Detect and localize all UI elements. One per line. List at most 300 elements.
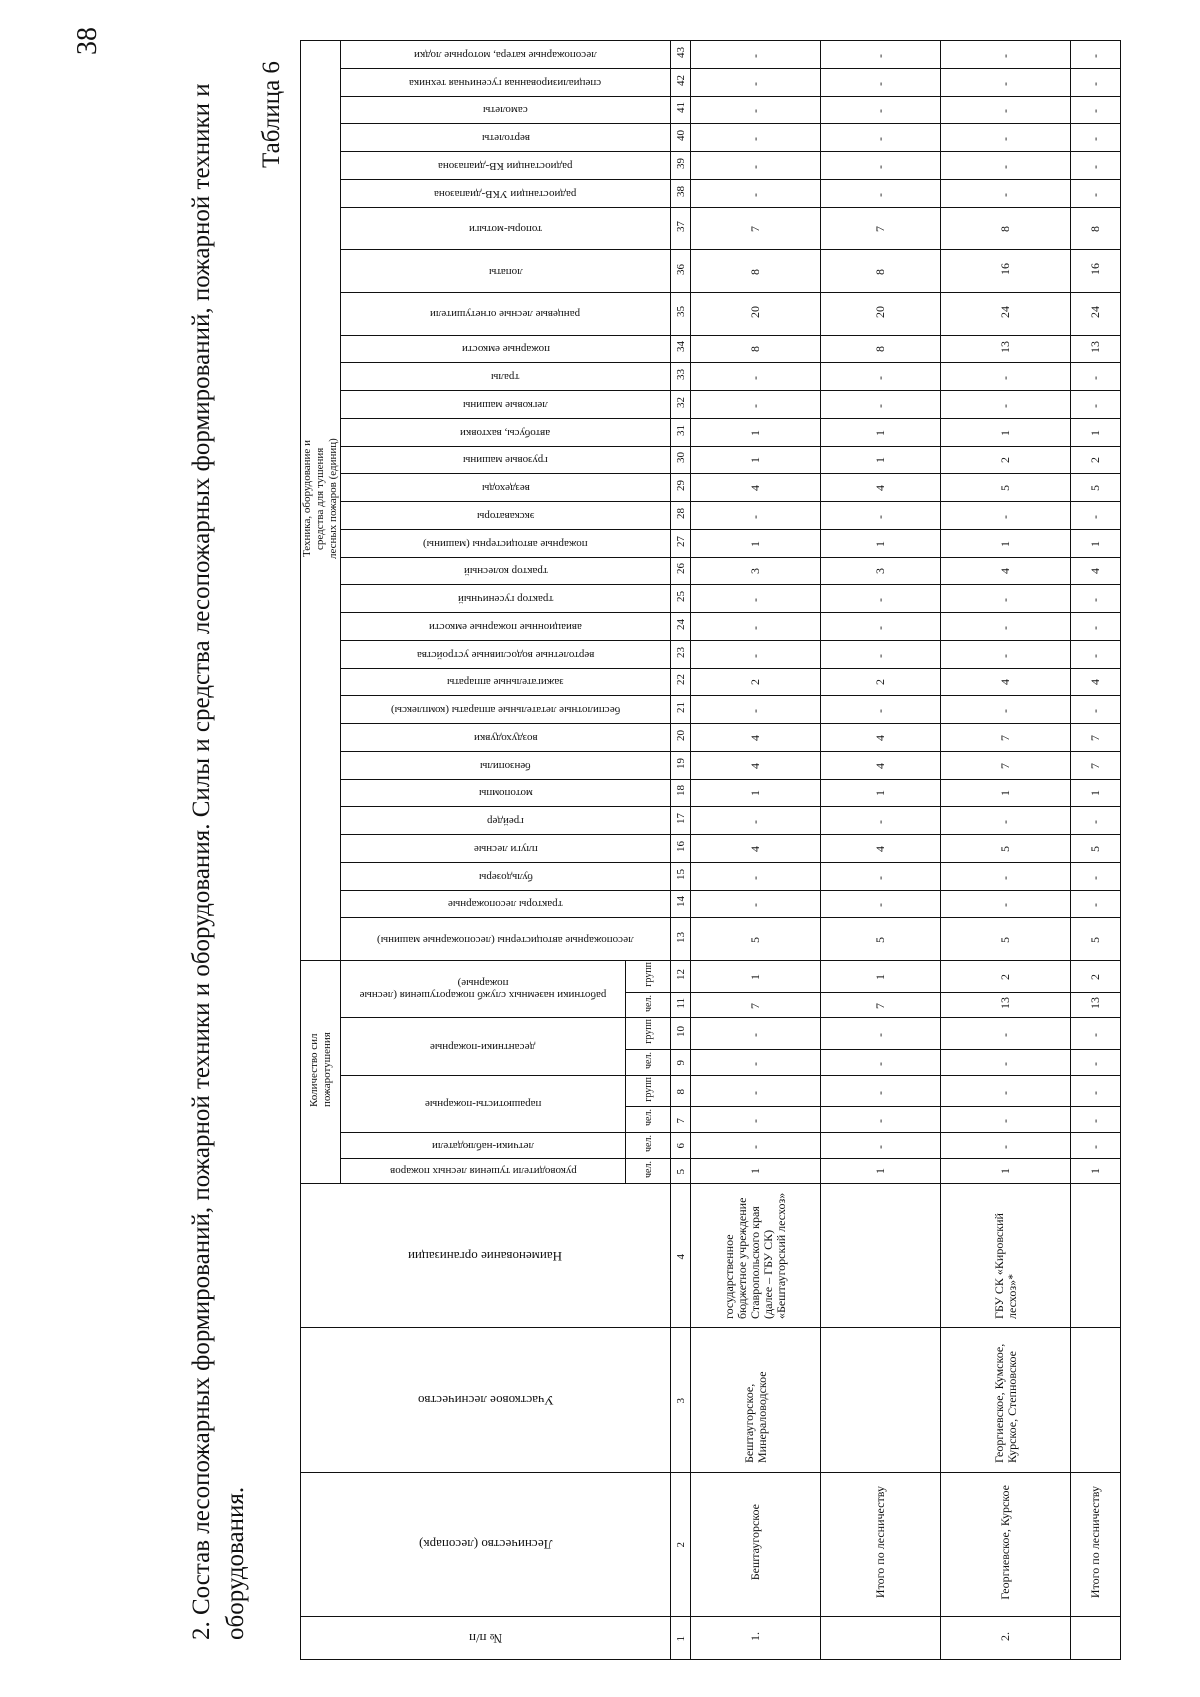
cell-value: - — [998, 192, 1012, 197]
cell-value: 4 — [1088, 679, 1102, 686]
row-forestry: Итого по лесничеству — [1088, 1486, 1102, 1599]
column-number: 31 — [674, 424, 687, 436]
table-column-13 — [301, 918, 1121, 961]
row-forestry: Итого по лесничеству — [873, 1486, 887, 1599]
cell-value: 4 — [748, 485, 762, 492]
column-number: 28 — [674, 507, 687, 519]
table-column-17 — [301, 807, 1121, 835]
equipment-header-43: лесопожарные катера, моторные лодки — [414, 48, 597, 61]
cell-value: 7 — [1088, 734, 1102, 741]
cell-value: - — [748, 625, 762, 630]
unit-label: групп — [642, 1076, 654, 1102]
cell-value: - — [873, 903, 887, 908]
cell-value: 1 — [748, 973, 762, 980]
equipment-header-27: пожарные автоцистерны (машины) — [423, 537, 588, 550]
equipment-header-42: специализированная гусеничная техника — [409, 76, 602, 89]
column-number: 11 — [674, 997, 687, 1009]
equipment-header-36: лопаты — [488, 265, 523, 278]
cell-value: 7 — [873, 1002, 887, 1009]
cell-value: - — [1088, 164, 1102, 169]
cell-value: 1 — [1088, 540, 1102, 547]
cell-value: 5 — [1088, 485, 1102, 492]
header-org: Наименование организации — [408, 1248, 563, 1264]
cell-value: 3 — [873, 568, 887, 575]
cell-value: - — [998, 53, 1012, 58]
cell-value: 8 — [748, 346, 762, 353]
cell-value: - — [998, 1119, 1012, 1124]
table-column-23 — [301, 640, 1121, 668]
equipment-header-32: легковые машины — [463, 398, 548, 411]
cell-value: 5 — [998, 845, 1012, 852]
cell-value: - — [873, 1119, 887, 1124]
table-column-42 — [301, 68, 1121, 96]
table-column-16 — [301, 835, 1121, 863]
cell-value: 1 — [873, 429, 887, 436]
cell-value: 4 — [873, 845, 887, 852]
unit-label: групп — [642, 962, 654, 987]
column-number: 22 — [674, 674, 687, 686]
column-number: 19 — [674, 757, 687, 769]
header-forestry: Лесничество (лесопарк) — [418, 1537, 553, 1553]
column-number: 42 — [674, 74, 687, 86]
equipment-header-35: ранцевые лесные огнетушители — [430, 308, 581, 321]
equipment-header-34: пожарные емкости — [461, 343, 550, 356]
table-label-visual — [258, 61, 286, 168]
cell-value: 8 — [873, 268, 887, 275]
cell-value: 2 — [873, 679, 887, 686]
table-column-43 — [301, 41, 1121, 69]
table-column-5 — [301, 1158, 1121, 1184]
row-org: государственное бюджетное учреждение Ставропольского края (далее – ГБУ СК) «Бештаугорский лесхоз» — [722, 1192, 788, 1319]
table-column-21 — [301, 696, 1121, 724]
cell-value: - — [748, 403, 762, 408]
cell-value: - — [1088, 598, 1102, 603]
equipment-header-21: беспилотные летательные аппараты (комплексы) — [390, 704, 621, 717]
cell-value: - — [1088, 192, 1102, 197]
cell-value: - — [748, 376, 762, 381]
header-district: Участковое лесничество — [417, 1393, 554, 1409]
cell-value: 4 — [748, 762, 762, 769]
equipment-header-22: зажигательные аппараты — [447, 676, 564, 689]
column-number: 20 — [674, 729, 687, 741]
cell-value: 4 — [873, 762, 887, 769]
table-column-33 — [301, 363, 1121, 391]
equipment-header-31: автобусы, вахтовки — [460, 426, 551, 439]
cell-value: - — [873, 376, 887, 381]
column-number: 26 — [674, 563, 687, 575]
cell-value: 13 — [998, 340, 1012, 353]
column-number: 15 — [674, 868, 687, 880]
equipment-header-33: тралы — [491, 371, 520, 384]
force-header-f4: десантники-пожарные — [430, 1041, 536, 1054]
unit-label: чел. — [642, 1109, 654, 1127]
column-number: 41 — [674, 102, 687, 114]
cell-value: - — [998, 625, 1012, 630]
unit-label: чел. — [642, 1051, 654, 1069]
column-number: 6 — [674, 1143, 687, 1149]
cell-value: 4 — [998, 568, 1012, 575]
cell-value: - — [998, 875, 1012, 880]
equipment-header-37: топоры-мотыги — [468, 222, 542, 235]
page-number: 38 — [72, 27, 103, 55]
cell-value: - — [1088, 1061, 1102, 1066]
cell-value: 1 — [1088, 429, 1102, 436]
cell-value: 1 — [998, 540, 1012, 547]
cell-value: - — [998, 598, 1012, 603]
column-number: 34 — [674, 341, 687, 353]
cell-value: 1 — [748, 1168, 762, 1175]
cell-value: - — [1088, 137, 1102, 142]
equipment-header-18: мотопомпы — [478, 787, 533, 800]
table-label-text: Таблица 6 — [258, 61, 285, 168]
cell-value: - — [1088, 820, 1102, 825]
cell-value: - — [748, 903, 762, 908]
column-number: 3 — [674, 1398, 687, 1404]
cell-value: 5 — [998, 936, 1012, 943]
column-number: 40 — [674, 130, 687, 142]
equipment-header-14: тракторы лесопожарные — [448, 898, 563, 911]
cell-value: 13 — [1088, 340, 1102, 353]
cell-value: - — [1088, 1033, 1102, 1038]
row-district: Георгиевское, Кумское, Курское, Степновское — [991, 1343, 1019, 1464]
table-column-26 — [301, 557, 1121, 585]
cell-value: - — [873, 1090, 887, 1095]
equipment-header-40: вертолеты — [481, 132, 530, 145]
cell-value: 5 — [873, 936, 887, 943]
force-header-f3: парашютисты-пожарные — [424, 1098, 542, 1111]
section-heading-visual — [185, 40, 253, 1640]
cell-value: - — [748, 820, 762, 825]
column-number: 43 — [674, 46, 687, 58]
cell-value: - — [748, 53, 762, 58]
row-forestry: Бештаугорское — [748, 1504, 762, 1581]
table-column-15 — [301, 862, 1121, 890]
cell-value: 20 — [873, 305, 887, 318]
cell-value: 4 — [873, 485, 887, 492]
column-number: 38 — [674, 185, 687, 197]
cell-value: - — [1088, 903, 1102, 908]
table-column-22 — [301, 668, 1121, 696]
table-column-18 — [301, 779, 1121, 807]
table-column-40 — [301, 124, 1121, 152]
cell-value: - — [998, 709, 1012, 714]
cell-value: 1 — [873, 790, 887, 797]
cell-value: 7 — [873, 225, 887, 232]
equipment-group-header: Техника, оборудование и средства для тушения лесных пожаров (единиц) — [301, 438, 339, 559]
cell-value: - — [873, 1033, 887, 1038]
cell-value: 8 — [748, 268, 762, 275]
cell-value: 7 — [1088, 762, 1102, 769]
table-column-14 — [301, 890, 1121, 918]
cell-value: - — [998, 1090, 1012, 1095]
column-number: 29 — [674, 480, 687, 492]
cell-value: - — [873, 109, 887, 114]
cell-value: - — [873, 653, 887, 658]
column-number: 21 — [674, 702, 687, 714]
equipment-header-13: лесопожарные автоцистерны (лесопожарные машины) — [377, 933, 634, 946]
cell-value: - — [1088, 53, 1102, 58]
cell-value: - — [748, 164, 762, 169]
cell-value: - — [748, 598, 762, 603]
column-number: 10 — [674, 1026, 687, 1038]
cell-value: - — [1088, 653, 1102, 658]
table-column-6 — [301, 1133, 1121, 1159]
equipment-header-20: воздуходувки — [473, 731, 538, 744]
equipment-header-16: плуги лесные — [473, 842, 538, 855]
cell-value: - — [873, 164, 887, 169]
cell-value: - — [998, 820, 1012, 825]
table-column-1 — [301, 1616, 1121, 1659]
cell-value: 8 — [1088, 225, 1102, 232]
cell-value: - — [1088, 625, 1102, 630]
cell-value: - — [748, 709, 762, 714]
cell-value: - — [748, 109, 762, 114]
cell-value: - — [998, 514, 1012, 519]
equipment-header-24: авиационные пожарные емкости — [429, 620, 582, 633]
cell-value: 1 — [748, 429, 762, 436]
section-heading-text: 2. Состав лесопожарных формирований, пожарной техники и оборудования. Силы и средства лесопожарных формирований, пожарной техники и оборудования. — [188, 83, 249, 1640]
cell-value: 3 — [748, 568, 762, 575]
column-number: 23 — [674, 646, 687, 658]
column-number: 14 — [674, 896, 687, 908]
cell-value: - — [873, 820, 887, 825]
cell-value: - — [998, 109, 1012, 114]
row-district: Бештаугорское, Минераловодское — [741, 1371, 769, 1464]
cell-value: - — [998, 1144, 1012, 1149]
table-column-35 — [301, 292, 1121, 335]
cell-value: 5 — [998, 485, 1012, 492]
cell-value: - — [748, 1144, 762, 1149]
column-number: 27 — [674, 535, 687, 547]
column-number: 32 — [674, 396, 687, 408]
cell-value: - — [998, 376, 1012, 381]
table-column-34 — [301, 335, 1121, 363]
table-column-2 — [301, 1472, 1121, 1616]
cell-value: 7 — [998, 762, 1012, 769]
cell-value: - — [1088, 1119, 1102, 1124]
cell-value: 2 — [1088, 457, 1102, 464]
cell-value: - — [998, 403, 1012, 408]
header-n: № п/п — [468, 1630, 503, 1646]
equipment-header-15: бульдозеры — [478, 870, 533, 883]
column-number: 9 — [674, 1060, 687, 1066]
table-column-29 — [301, 474, 1121, 502]
cell-value: 1 — [873, 973, 887, 980]
column-number: 12 — [674, 968, 687, 980]
cell-value: - — [873, 709, 887, 714]
cell-value: - — [748, 1090, 762, 1095]
cell-value: 7 — [998, 734, 1012, 741]
cell-value: 1 — [748, 540, 762, 547]
table-column-24 — [301, 613, 1121, 641]
cell-value: - — [1088, 709, 1102, 714]
row-forestry: Георгиевское, Курское — [998, 1484, 1012, 1600]
cell-value: - — [748, 1033, 762, 1038]
cell-value: - — [873, 1144, 887, 1149]
cell-value: 1 — [873, 457, 887, 464]
column-number: 18 — [674, 785, 687, 797]
cell-value: - — [1088, 875, 1102, 880]
column-number: 13 — [674, 931, 687, 943]
column-number: 33 — [674, 369, 687, 381]
cell-value: 13 — [998, 997, 1012, 1010]
column-number: 25 — [674, 591, 687, 603]
cell-value: - — [1088, 109, 1102, 114]
equipment-header-23: вертолетные водосливные устройства — [416, 648, 595, 661]
cell-value: - — [1088, 81, 1102, 86]
table-column-4 — [301, 1184, 1121, 1328]
cell-value: 2 — [998, 457, 1012, 464]
row-org: ГБУ СК «Кировский лесхоз»* — [991, 1212, 1019, 1319]
cell-value: - — [1088, 514, 1102, 519]
column-number: 16 — [674, 840, 687, 852]
cell-value: - — [873, 514, 887, 519]
cell-value: - — [873, 137, 887, 142]
cell-value: - — [873, 53, 887, 58]
column-number: 2 — [674, 1542, 687, 1548]
cell-value: - — [748, 514, 762, 519]
unit-label: чел. — [642, 994, 654, 1012]
cell-value: - — [1088, 376, 1102, 381]
table-column-38 — [301, 179, 1121, 207]
cell-value: 4 — [748, 845, 762, 852]
cell-value: - — [873, 403, 887, 408]
table-column-36 — [301, 250, 1121, 293]
row-n: 2. — [998, 1632, 1012, 1642]
cell-value: 1 — [748, 457, 762, 464]
column-number: 39 — [674, 157, 687, 169]
cell-value: 5 — [1088, 845, 1102, 852]
cell-value: - — [1088, 1090, 1102, 1095]
cell-value: - — [748, 1119, 762, 1124]
cell-value: - — [873, 875, 887, 880]
cell-value: - — [998, 903, 1012, 908]
cell-value: 1 — [998, 1168, 1012, 1175]
table-column-41 — [301, 96, 1121, 124]
unit-label: групп — [642, 1019, 654, 1045]
cell-value: - — [748, 192, 762, 197]
equipment-header-19: бензопилы — [480, 759, 531, 772]
table-column-28 — [301, 502, 1121, 530]
cell-value: 24 — [998, 305, 1012, 318]
cell-value: 20 — [748, 305, 762, 318]
cell-value: - — [873, 81, 887, 86]
cell-value: - — [998, 653, 1012, 658]
table-column-39 — [301, 152, 1121, 180]
cell-value: 1 — [998, 790, 1012, 797]
table-column-8 — [301, 1075, 1121, 1107]
cell-value: 4 — [873, 734, 887, 741]
cell-value: 4 — [1088, 568, 1102, 575]
cell-value: 24 — [1088, 305, 1102, 318]
row-n: 1. — [748, 1632, 762, 1642]
column-number: 5 — [674, 1168, 687, 1175]
table-column-12 — [301, 961, 1121, 993]
table-column-25 — [301, 585, 1121, 613]
cell-value: 8 — [998, 225, 1012, 232]
cell-value: 7 — [748, 225, 762, 232]
cell-value: 8 — [873, 346, 887, 353]
cell-value: 13 — [1088, 997, 1102, 1010]
forces-table — [300, 40, 1121, 1660]
table-column-31 — [301, 418, 1121, 446]
column-number: 37 — [674, 220, 687, 232]
table-column-3 — [301, 1328, 1121, 1472]
column-number: 35 — [674, 306, 687, 318]
unit-label: чел. — [642, 1134, 654, 1152]
table-column-30 — [301, 446, 1121, 474]
equipment-header-26: трактор колесный — [463, 565, 548, 578]
cell-value: - — [748, 137, 762, 142]
cell-value: 16 — [998, 263, 1012, 276]
equipment-header-30: грузовые машины — [463, 454, 548, 467]
equipment-header-25: трактор гусеничный — [457, 593, 554, 606]
table-container — [300, 40, 1120, 1660]
force-header-6: летчики-наблюдатели — [432, 1139, 534, 1152]
cell-value: - — [873, 625, 887, 630]
cell-value: 4 — [748, 734, 762, 741]
table-column-19 — [301, 751, 1121, 779]
cell-value: 2 — [748, 679, 762, 686]
cell-value: - — [1088, 1144, 1102, 1149]
cell-value: - — [873, 192, 887, 197]
equipment-header-41: самолеты — [483, 104, 528, 117]
cell-value: - — [748, 653, 762, 658]
cell-value: 16 — [1088, 263, 1102, 276]
column-number: 24 — [674, 618, 687, 630]
equipment-header-17: грейдер — [487, 815, 524, 828]
cell-value: - — [998, 164, 1012, 169]
cell-value: - — [873, 1061, 887, 1066]
cell-value: - — [998, 137, 1012, 142]
cell-value: - — [998, 1061, 1012, 1066]
equipment-header-29: вездеходы — [481, 482, 530, 495]
column-number: 30 — [674, 452, 687, 464]
equipment-header-28: экскаваторы — [476, 509, 535, 522]
table-column-37 — [301, 207, 1121, 250]
cell-value: - — [998, 81, 1012, 86]
unit-label: чел. — [642, 1160, 654, 1178]
cell-value: 1 — [1088, 1168, 1102, 1175]
cell-value: 1 — [1088, 790, 1102, 797]
cell-value: - — [1088, 403, 1102, 408]
table-column-32 — [301, 391, 1121, 419]
equipment-header-39: радиостанции КВ-диапазона — [438, 159, 573, 172]
column-number: 17 — [674, 813, 687, 825]
cell-value: 2 — [998, 973, 1012, 980]
cell-value: 5 — [748, 936, 762, 943]
forces-group-header: Количество сил пожаротушения — [307, 1032, 333, 1108]
cell-value: - — [748, 875, 762, 880]
cell-value: 1 — [998, 429, 1012, 436]
force-header-5: руководители тушения лесных пожаров — [389, 1165, 577, 1178]
cell-value: - — [748, 1061, 762, 1066]
column-number: 1 — [674, 1635, 687, 1642]
force-header-f5: работники наземных служб пожаротушения (лесные пожарные) — [359, 976, 607, 1001]
cell-value: 1 — [873, 1168, 887, 1175]
table-column-20 — [301, 724, 1121, 752]
cell-value: 1 — [873, 540, 887, 547]
cell-value: - — [998, 1033, 1012, 1038]
equipment-header-38: радиостанции УКВ-диапазона — [434, 187, 577, 200]
cell-value: - — [873, 598, 887, 603]
column-number: 8 — [674, 1089, 687, 1095]
column-number: 4 — [674, 1253, 687, 1260]
cell-value: 2 — [1088, 973, 1102, 980]
cell-value: 7 — [748, 1002, 762, 1009]
cell-value: 5 — [1088, 936, 1102, 943]
cell-value: 4 — [998, 679, 1012, 686]
